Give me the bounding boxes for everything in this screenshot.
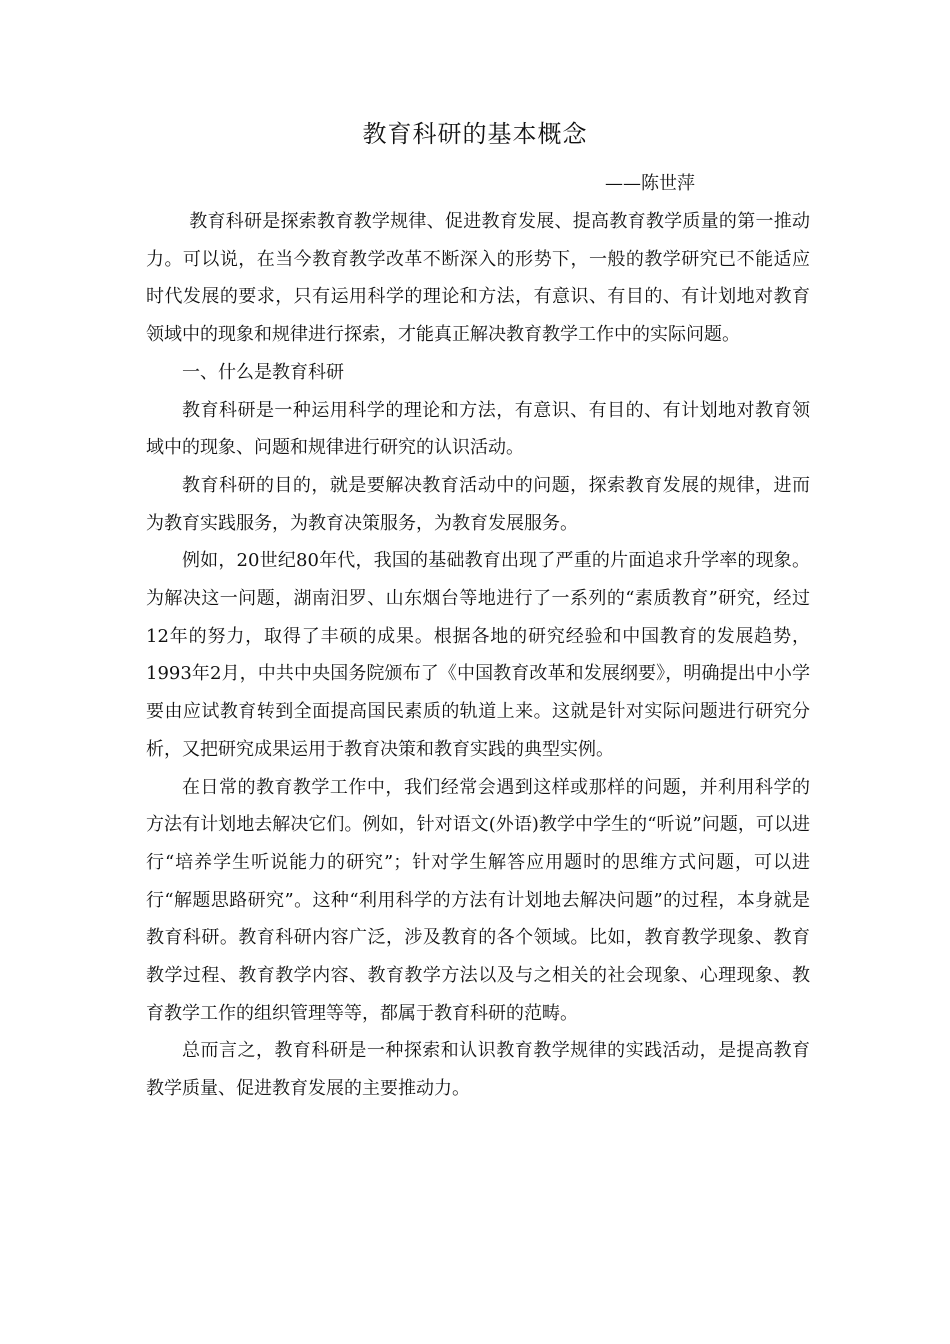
definition-paragraph: 教育科研是一种运用科学的理论和方法，有意识、有目的、有计划地对教育领域中的现象、问题和规律进行研究的认识活动。: [146, 399, 810, 459]
section-heading: 一、什么是教育科研: [182, 361, 344, 383]
purpose-paragraph: 教育科研的目的，就是要解决教育活动中的问题，探索教育发展的规律，进而为教育实践服务，为教育决策服务，为教育发展服务。: [146, 474, 810, 534]
document-title: 教育科研的基本概念: [362, 120, 588, 148]
example-paragraph: 例如，20世纪80年代，我国的基础教育出现了严重的片面追求升学率的现象。为解决这一问题，湖南汨罗、山东烟台等地进行了一系列的“素质教育”研究，经过12年的努力，取得了丰硕的成果。根据各地的研究经验和中国教育的发展趋势，1993年2月，中共中央国务院颁布了《中国教育改革和发展纲要》，明确提出中小学要由应试教育转到全面提高国民素质的轨道上来。这就是针对实际问题进行研究分析，又把研究成果运用于教育决策和教育实践的典型实例。: [146, 550, 810, 760]
conclusion-paragraph: 总而言之，教育科研是一种探索和认识教育教学规律的实践活动，是提高教育教学质量、促进教育发展的主要推动力。: [146, 1040, 810, 1100]
document-author: ——陈世萍: [605, 173, 695, 194]
intro-paragraph: 教育科研是探索教育教学规律、促进教育发展、提高教育教学质量的第一推动力。可以说，在当今教育教学改革不断深入的形势下，一般的教学研究已不能适应时代发展的要求，只有运用科学的理论和方法，有意识、有目的、有计划地对教育领域中的现象和规律进行探索，才能真正解决教育教学工作中的实际问题。: [146, 211, 810, 346]
daily-work-paragraph: 在日常的教育教学工作中，我们经常会遇到这样或那样的问题，并利用科学的方法有计划地去解决它们。例如，针对语文(外语)教学中学生的“听说”问题，可以进行“培养学生听说能力的研究”；针对学生解答应用题时的思维方式问题，可以进行“解题思路研究”。这种“利用科学的方法有计划地去解决问题”的过程，本身就是教育科研。教育科研内容广泛，涉及教育的各个领域。比如，教育教学现象、教育教学过程、教育教学内容、教育教学方法以及与之相关的社会现象、心理现象、教育教学工作的组织管理等等，都属于教育科研的范畴。: [146, 776, 810, 1024]
document-body: [146, 203, 810, 1108]
